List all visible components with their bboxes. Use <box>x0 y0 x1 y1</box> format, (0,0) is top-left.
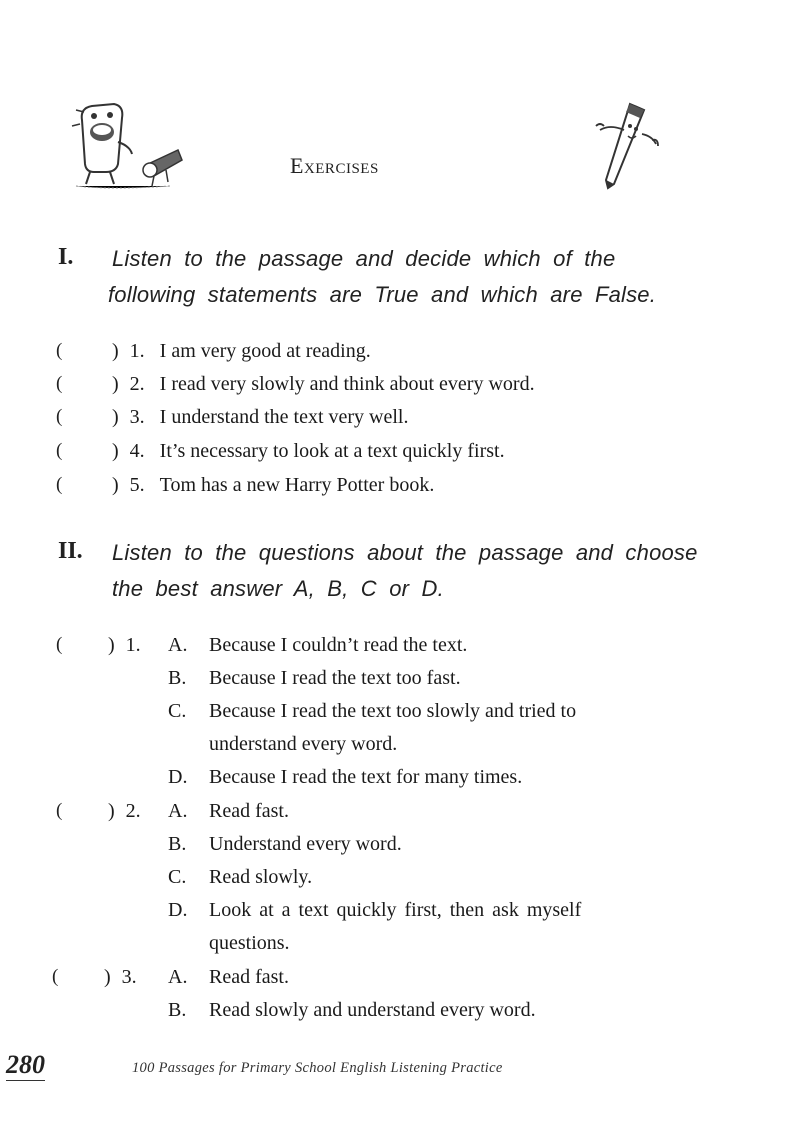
item-number: 5. <box>129 474 145 496</box>
question-num-label: 2. <box>125 800 141 822</box>
option-text: Understand every word. <box>209 833 402 855</box>
list-item <box>112 373 535 396</box>
section-2-instruction-line-1: Listen to the questions about the passage and choose <box>112 540 698 565</box>
option-text: Because I read the text for many times. <box>209 766 523 788</box>
item-text: I read very slowly and think about every word. <box>159 373 535 395</box>
item-close-paren: ) <box>108 634 115 656</box>
option-text: Read slowly. <box>209 866 313 888</box>
option-text: Read fast. <box>209 800 289 822</box>
item-text: I understand the text very well. <box>159 406 409 428</box>
page-title: Exercises <box>290 153 379 178</box>
smiling-cup-and-pencil-sharpener-icon <box>70 102 190 192</box>
section-1-instruction-line-1: Listen to the passage and decide which of the <box>112 246 616 271</box>
option-text: Look at a text quickly first, then ask myself <box>209 899 582 921</box>
item-close-paren: ) <box>112 440 119 462</box>
book-title: 100 Passages for Primary School English Listening Practice <box>132 1060 503 1076</box>
option-letter: B. <box>168 999 187 1021</box>
item-close-paren: ) <box>104 966 111 988</box>
option-text: Because I read the text too fast. <box>209 667 461 689</box>
item-text: I am very good at reading. <box>159 340 371 362</box>
option-text-continuation: understand every word. <box>209 733 398 755</box>
section-1-number: I. <box>58 244 74 270</box>
section-2-instruction-line-2: the best answer A, B, C or D. <box>112 576 444 601</box>
option-text: Because I read the text too slowly and tried to <box>209 700 577 722</box>
section-1-instruction-line-2: following statements are True and which are False. <box>108 282 657 307</box>
item-number: 4. <box>129 440 145 462</box>
question-num-label: 3. <box>121 966 137 988</box>
dancing-pencil-icon <box>592 100 662 192</box>
answer-blank-open: ( <box>56 373 63 394</box>
item-close-paren: ) <box>108 800 115 822</box>
option-letter: A. <box>168 800 188 822</box>
question-number <box>108 800 141 823</box>
item-text: It’s necessary to look at a text quickly first. <box>159 440 505 462</box>
list-item <box>112 440 505 463</box>
answer-blank-open: ( <box>56 406 63 427</box>
item-close-paren: ) <box>112 340 119 362</box>
item-close-paren: ) <box>112 406 119 428</box>
option-letter: A. <box>168 634 188 656</box>
option-letter: A. <box>168 966 188 988</box>
answer-blank-open: ( <box>56 440 63 461</box>
option-letter: B. <box>168 833 187 855</box>
option-letter: D. <box>168 899 188 921</box>
item-close-paren: ) <box>112 373 119 395</box>
answer-blank-open: ( <box>56 634 63 655</box>
page-number: 280 <box>6 1050 45 1079</box>
answer-blank-open: ( <box>56 800 63 821</box>
answer-blank-open: ( <box>56 340 63 361</box>
question-num-label: 1. <box>125 634 141 656</box>
item-text: Tom has a new Harry Potter book. <box>159 474 435 496</box>
section-2-number: II. <box>58 538 83 564</box>
option-text: Read fast. <box>209 966 289 988</box>
option-letter: D. <box>168 766 188 788</box>
answer-blank-open: ( <box>56 474 63 495</box>
option-text: Read slowly and understand every word. <box>209 999 536 1021</box>
answer-blank-open: ( <box>52 966 59 987</box>
option-text: Because I couldn’t read the text. <box>209 634 468 656</box>
option-letter: C. <box>168 700 187 722</box>
list-item <box>112 406 408 429</box>
option-text-continuation: questions. <box>209 932 290 954</box>
question-number <box>108 634 141 657</box>
list-item <box>112 474 434 497</box>
item-close-paren: ) <box>112 474 119 496</box>
item-number: 2. <box>129 373 145 395</box>
option-letter: B. <box>168 667 187 689</box>
option-letter: C. <box>168 866 187 888</box>
question-number <box>104 966 137 989</box>
item-number: 3. <box>129 406 145 428</box>
item-number: 1. <box>129 340 145 362</box>
list-item <box>112 340 371 363</box>
